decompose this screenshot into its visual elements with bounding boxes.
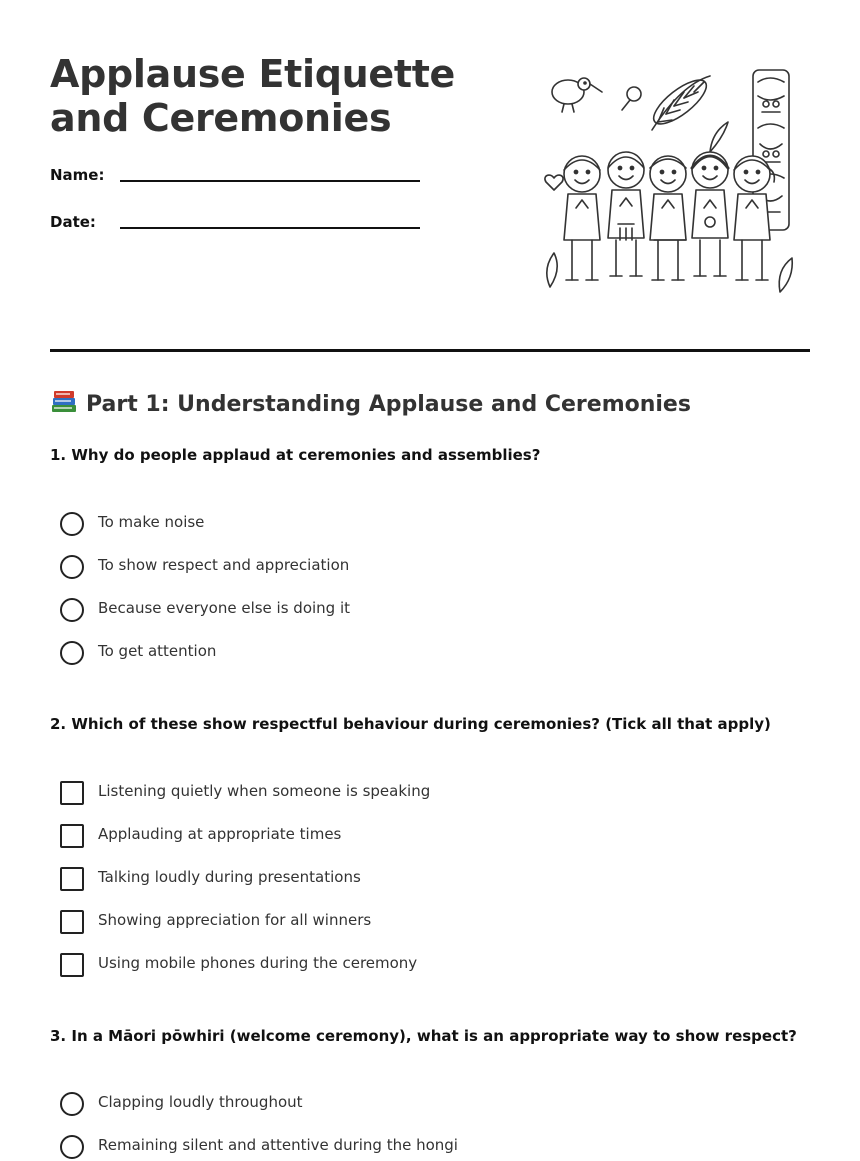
leaf-icon xyxy=(547,253,557,287)
worksheet-title: Applause Etiquette and Ceremonies xyxy=(50,52,456,140)
leaf-icon xyxy=(779,258,792,292)
option-label: Remaining silent and attentive during the hongi xyxy=(98,1136,458,1154)
children-group xyxy=(564,152,774,280)
kiwi-icon xyxy=(552,78,602,112)
part1-heading xyxy=(50,389,691,417)
radio-button[interactable] xyxy=(60,1092,84,1116)
date-field xyxy=(50,213,420,243)
radio-button[interactable] xyxy=(60,598,84,622)
heart-icon xyxy=(545,175,563,190)
checkbox[interactable] xyxy=(60,953,84,977)
header-divider xyxy=(50,349,810,352)
question-3: 3. In a Māori pōwhiri (welcome ceremony), what is an appropriate way to show respect? xyxy=(50,1027,797,1045)
date-label: Date: xyxy=(50,213,96,231)
question-2: 2. Which of these show respectful behaviour during ceremonies? (Tick all that apply) xyxy=(50,715,771,733)
option-label: To show respect and appreciation xyxy=(98,556,350,574)
leaf-icon xyxy=(710,122,728,152)
children-applauding-illustration xyxy=(540,62,800,302)
radio-button[interactable] xyxy=(60,1135,84,1159)
radio-button[interactable] xyxy=(60,555,84,579)
name-input-line[interactable] xyxy=(120,180,420,182)
option-label: To get attention xyxy=(98,642,217,660)
option-label: Showing appreciation for all winners xyxy=(98,911,372,929)
taonga-icon xyxy=(622,87,641,110)
fern-icon xyxy=(647,73,712,131)
books-icon xyxy=(50,389,78,415)
part1-heading-text: Part 1: Understanding Applause and Ceremonies xyxy=(86,392,691,417)
name-field xyxy=(50,166,420,196)
option-label: To make noise xyxy=(98,513,205,531)
radio-button[interactable] xyxy=(60,641,84,665)
checkbox[interactable] xyxy=(60,867,84,891)
option-label: Listening quietly when someone is speaking xyxy=(98,782,431,800)
option-label: Clapping loudly throughout xyxy=(98,1093,303,1111)
radio-button[interactable] xyxy=(60,512,84,536)
option-label: Talking loudly during presentations xyxy=(98,868,361,886)
checkbox[interactable] xyxy=(60,824,84,848)
worksheet-page xyxy=(50,0,810,1161)
name-label: Name: xyxy=(50,166,105,184)
checkbox[interactable] xyxy=(60,910,84,934)
checkbox[interactable] xyxy=(60,781,84,805)
question-1: 1. Why do people applaud at ceremonies and assemblies? xyxy=(50,446,541,464)
date-input-line[interactable] xyxy=(120,227,420,229)
option-label: Using mobile phones during the ceremony xyxy=(98,954,418,972)
option-label: Applauding at appropriate times xyxy=(98,825,342,843)
option-label: Because everyone else is doing it xyxy=(98,599,351,617)
